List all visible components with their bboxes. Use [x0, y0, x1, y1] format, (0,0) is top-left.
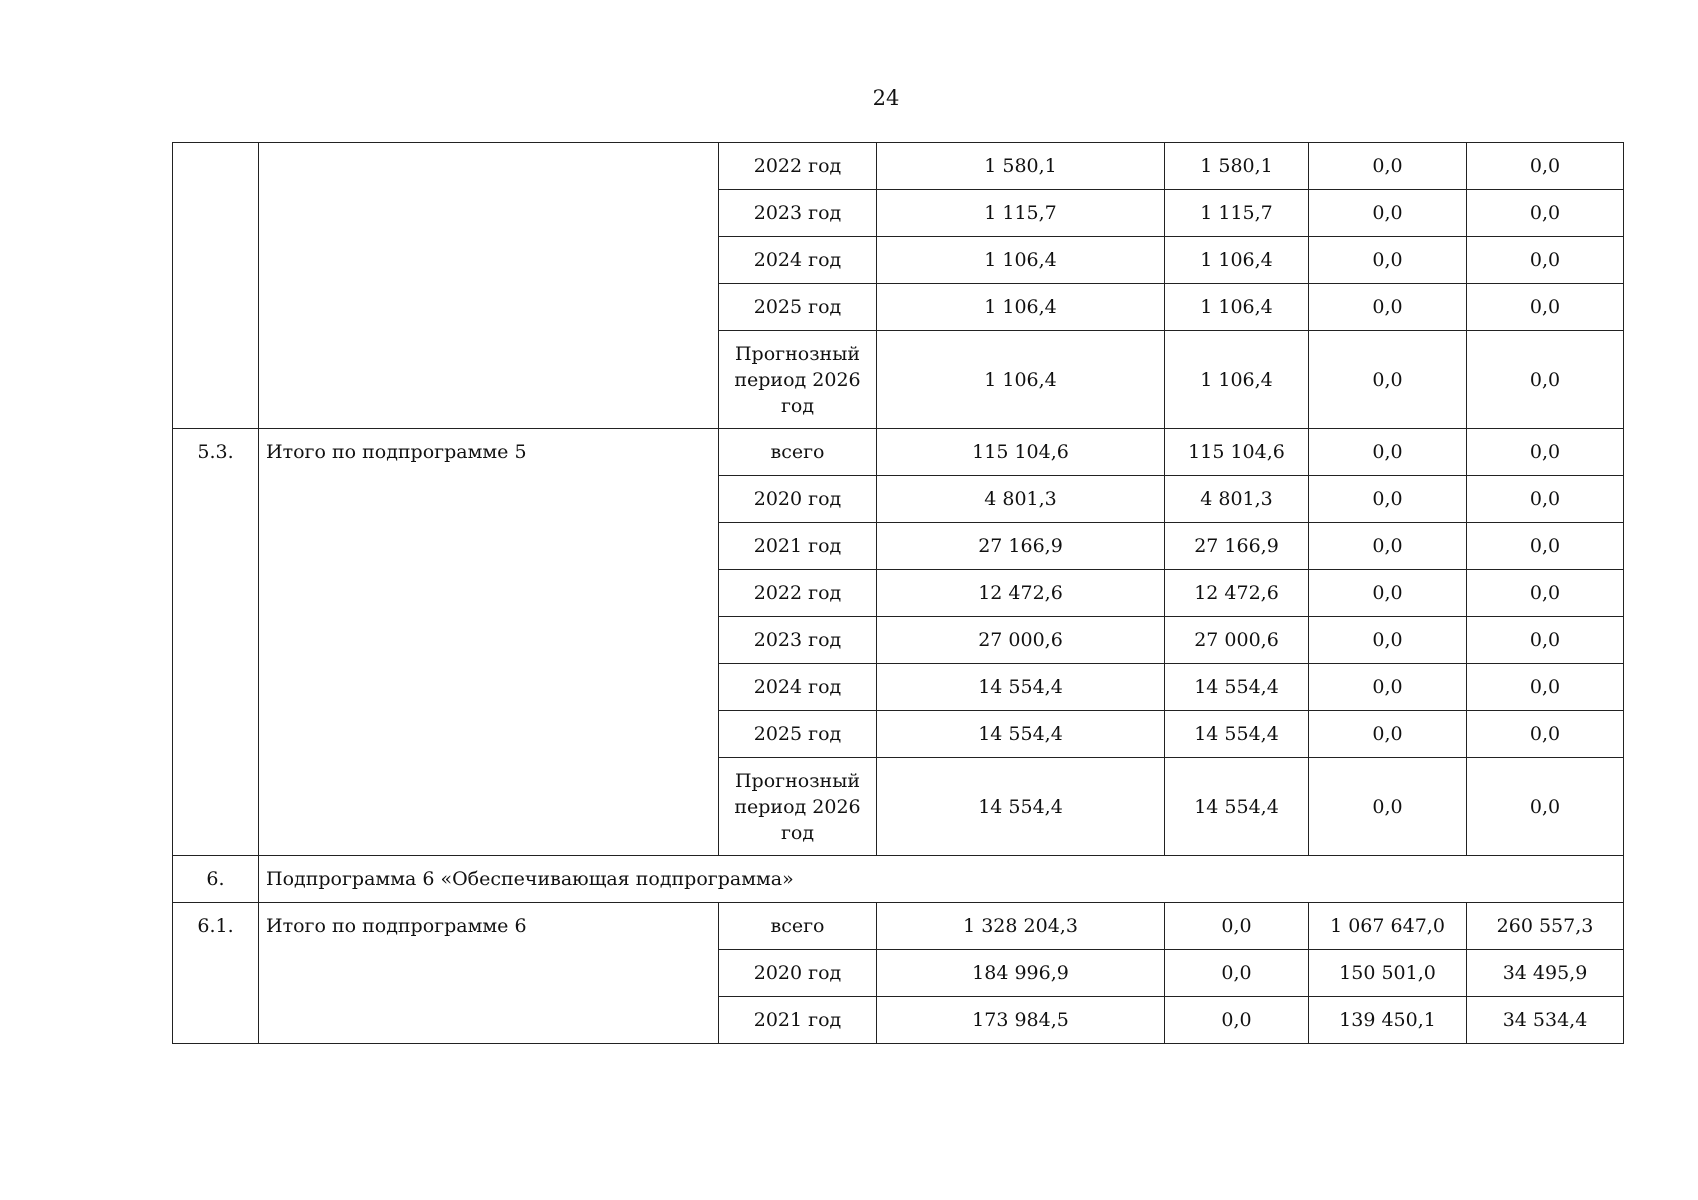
value-cell: 0,0: [1309, 570, 1467, 617]
value-cell: 0,0: [1467, 429, 1624, 476]
value-cell: 0,0: [1309, 664, 1467, 711]
value-cell: 0,0: [1467, 758, 1624, 856]
value-cell: 260 557,3: [1467, 903, 1624, 950]
value-cell: 4 801,3: [1165, 476, 1309, 523]
value-cell: 0,0: [1309, 476, 1467, 523]
total-cell: 1 106,4: [877, 331, 1165, 429]
value-cell: 0,0: [1165, 903, 1309, 950]
row-number-cell: [173, 143, 259, 429]
total-cell: 14 554,4: [877, 664, 1165, 711]
value-cell: 1 580,1: [1165, 143, 1309, 190]
value-cell: 0,0: [1467, 711, 1624, 758]
value-cell: 27 000,6: [1165, 617, 1309, 664]
period-cell: Прогнозный период 2026 год: [719, 758, 877, 856]
total-cell: 27 166,9: [877, 523, 1165, 570]
total-cell: 14 554,4: [877, 758, 1165, 856]
value-cell: 1 106,4: [1165, 237, 1309, 284]
value-cell: 0,0: [1309, 284, 1467, 331]
table-row: [173, 903, 1624, 950]
value-cell: 1 067 647,0: [1309, 903, 1467, 950]
row-number-cell: 5.3.: [173, 429, 259, 856]
period-cell: Прогнозный период 2026 год: [719, 331, 877, 429]
row-number-cell: 6.: [173, 856, 259, 903]
value-cell: 0,0: [1309, 429, 1467, 476]
row-number-cell: 6.1.: [173, 903, 259, 1044]
row-name-cell: Итого по подпрограмме 6: [259, 903, 719, 1044]
value-cell: 0,0: [1467, 523, 1624, 570]
period-cell: всего: [719, 903, 877, 950]
total-cell: 1 580,1: [877, 143, 1165, 190]
value-cell: 0,0: [1309, 237, 1467, 284]
value-cell: 0,0: [1467, 570, 1624, 617]
value-cell: 0,0: [1309, 617, 1467, 664]
value-cell: 0,0: [1309, 143, 1467, 190]
value-cell: 0,0: [1309, 190, 1467, 237]
total-cell: 1 106,4: [877, 284, 1165, 331]
value-cell: 0,0: [1467, 237, 1624, 284]
value-cell: 12 472,6: [1165, 570, 1309, 617]
value-cell: 0,0: [1467, 284, 1624, 331]
value-cell: 1 106,4: [1165, 331, 1309, 429]
table-row: [173, 856, 1624, 903]
value-cell: 0,0: [1467, 190, 1624, 237]
period-cell: 2022 год: [719, 143, 877, 190]
period-cell: 2020 год: [719, 476, 877, 523]
value-cell: 0,0: [1309, 758, 1467, 856]
value-cell: 1 106,4: [1165, 284, 1309, 331]
total-cell: 12 472,6: [877, 570, 1165, 617]
total-cell: 14 554,4: [877, 711, 1165, 758]
period-cell: 2020 год: [719, 950, 877, 997]
period-cell: 2025 год: [719, 711, 877, 758]
table-row: [173, 429, 1624, 476]
value-cell: 0,0: [1467, 664, 1624, 711]
total-cell: 184 996,9: [877, 950, 1165, 997]
value-cell: 1 115,7: [1165, 190, 1309, 237]
period-cell: 2023 год: [719, 617, 877, 664]
subprogram-title-cell: Подпрограмма 6 «Обеспечивающая подпрограмма»: [259, 856, 1624, 903]
value-cell: 0,0: [1165, 950, 1309, 997]
total-cell: 1 115,7: [877, 190, 1165, 237]
value-cell: 0,0: [1165, 997, 1309, 1044]
total-cell: 115 104,6: [877, 429, 1165, 476]
value-cell: 0,0: [1467, 476, 1624, 523]
value-cell: 34 495,9: [1467, 950, 1624, 997]
value-cell: 0,0: [1467, 143, 1624, 190]
value-cell: 14 554,4: [1165, 664, 1309, 711]
value-cell: 0,0: [1467, 617, 1624, 664]
value-cell: 14 554,4: [1165, 711, 1309, 758]
total-cell: 1 328 204,3: [877, 903, 1165, 950]
total-cell: 1 106,4: [877, 237, 1165, 284]
value-cell: 0,0: [1309, 331, 1467, 429]
total-cell: 4 801,3: [877, 476, 1165, 523]
period-cell: 2024 год: [719, 237, 877, 284]
row-name-cell: Итого по подпрограмме 5: [259, 429, 719, 856]
total-cell: 173 984,5: [877, 997, 1165, 1044]
period-cell: 2025 год: [719, 284, 877, 331]
value-cell: 27 166,9: [1165, 523, 1309, 570]
period-cell: всего: [719, 429, 877, 476]
value-cell: 14 554,4: [1165, 758, 1309, 856]
total-cell: 27 000,6: [877, 617, 1165, 664]
value-cell: 0,0: [1467, 331, 1624, 429]
period-cell: 2023 год: [719, 190, 877, 237]
row-name-cell: [259, 143, 719, 429]
value-cell: 115 104,6: [1165, 429, 1309, 476]
period-cell: 2022 год: [719, 570, 877, 617]
budget-table: [172, 142, 1624, 1044]
period-cell: 2021 год: [719, 997, 877, 1044]
period-cell: 2024 год: [719, 664, 877, 711]
value-cell: 139 450,1: [1309, 997, 1467, 1044]
page-number: 24: [872, 86, 900, 110]
period-cell: 2021 год: [719, 523, 877, 570]
value-cell: 150 501,0: [1309, 950, 1467, 997]
value-cell: 0,0: [1309, 523, 1467, 570]
value-cell: 0,0: [1309, 711, 1467, 758]
table-row: [173, 143, 1624, 190]
value-cell: 34 534,4: [1467, 997, 1624, 1044]
